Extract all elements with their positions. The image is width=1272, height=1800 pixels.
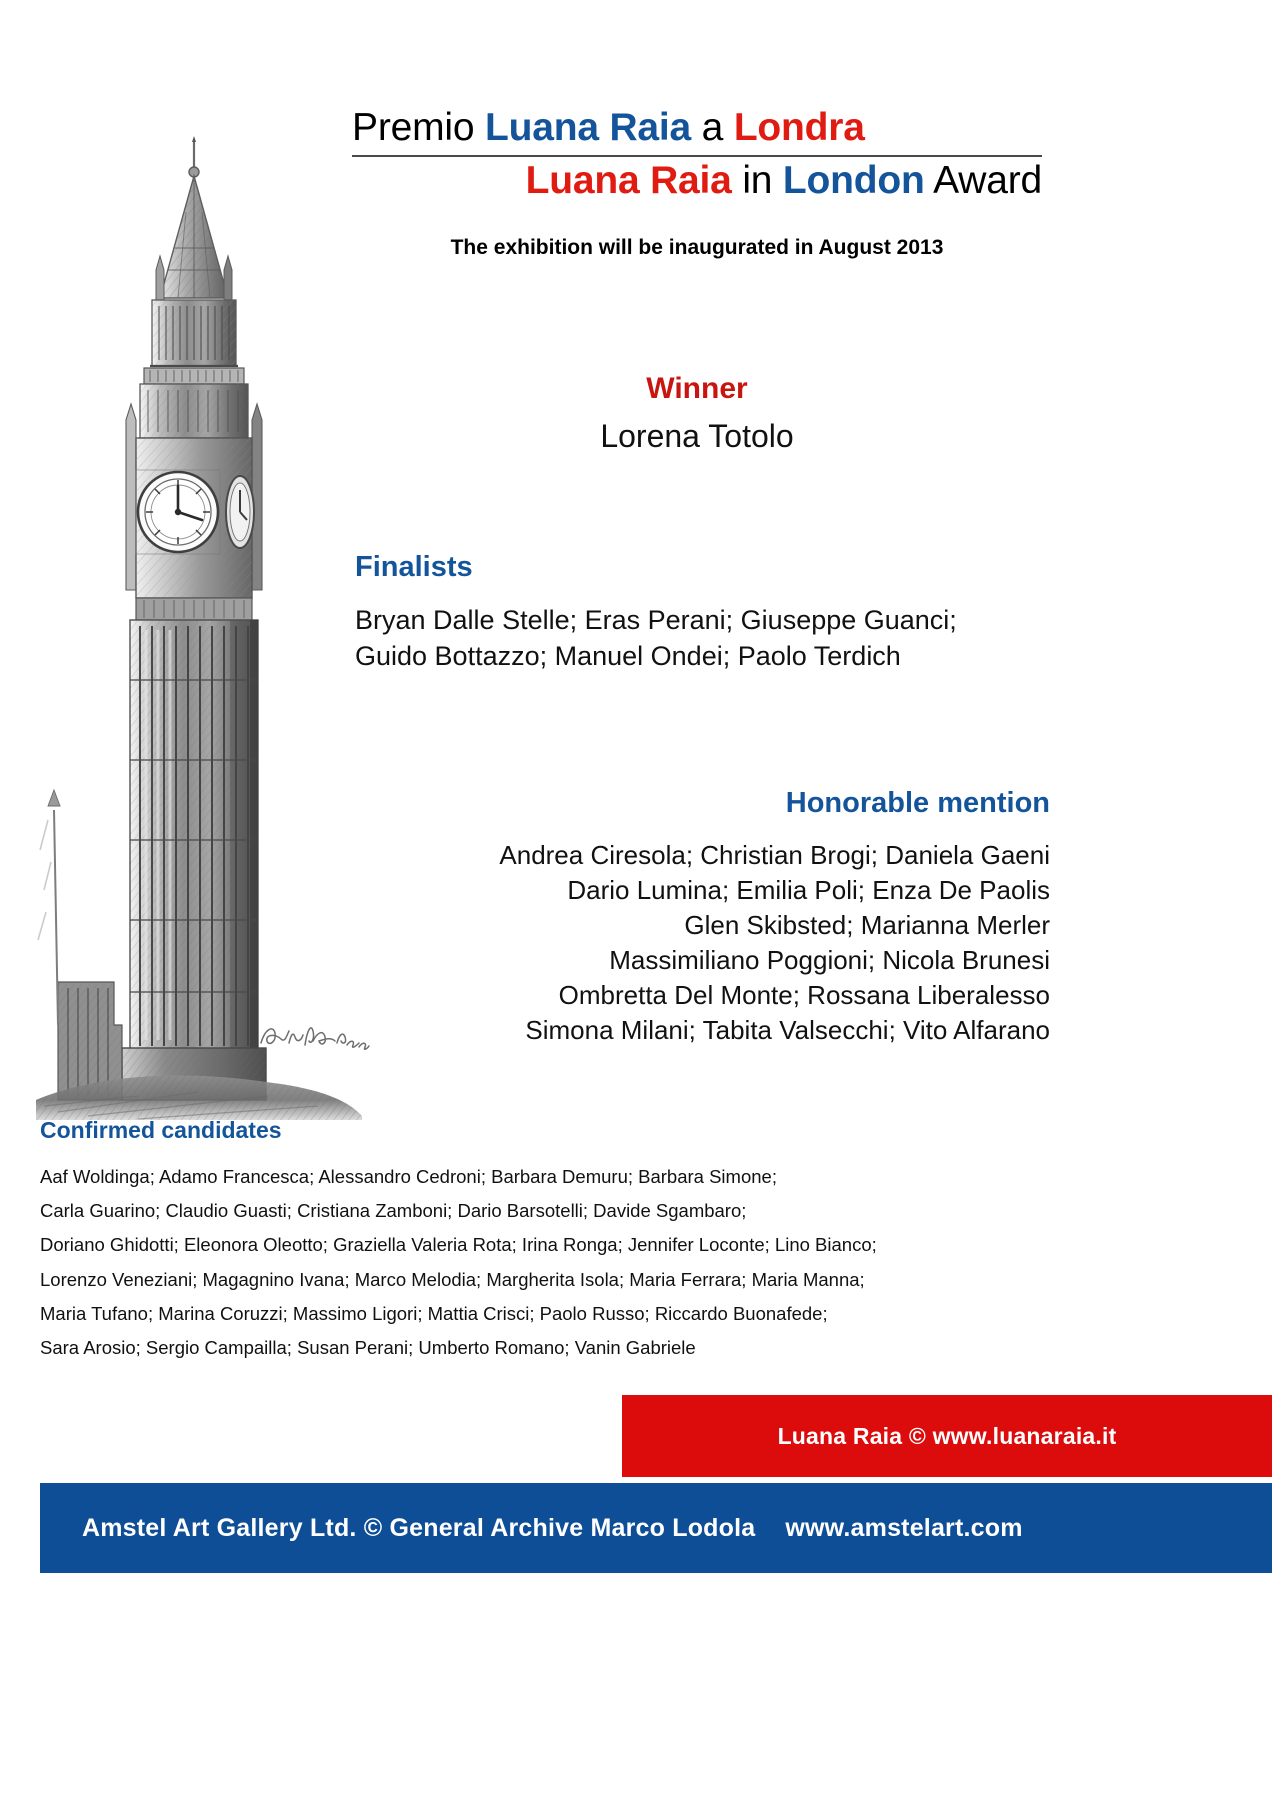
honorable-mention-list bbox=[352, 838, 1050, 1048]
artist-credit-text[interactable]: Luana Raia © www.luanaraia.it bbox=[777, 1422, 1117, 1449]
honorable-mention-line: Glen Skibsted; Marianna Merler bbox=[684, 909, 1050, 940]
artist-credit-banner bbox=[622, 1395, 1272, 1477]
gallery-website-link[interactable]: www.amstelart.com bbox=[785, 1513, 1023, 1542]
finalists-line: Guido Bottazzo; Manuel Ondei; Paolo Terdich bbox=[355, 640, 901, 671]
confirmed-candidates-line: Sara Arosio; Sergio Campailla; Susan Perani; Umberto Romano; Vanin Gabriele bbox=[40, 1337, 696, 1359]
title-word-in: in bbox=[731, 158, 783, 202]
confirmed-candidates-heading: Confirmed candidates bbox=[40, 1117, 282, 1143]
honorable-mention-line: Andrea Ciresola; Christian Brogi; Daniela Gaeni bbox=[499, 840, 1050, 870]
title-divider-rule bbox=[352, 155, 1042, 157]
confirmed-candidates-list bbox=[40, 1160, 1255, 1365]
gallery-credit-banner bbox=[40, 1483, 1272, 1573]
exhibition-subtitle: The exhibition will be inaugurated in August 2013 bbox=[450, 236, 944, 259]
finalists-heading: Finalists bbox=[355, 551, 473, 583]
confirmed-candidates-line: Lorenzo Veneziani; Magagnino Ivana; Marco Melodia; Margherita Isola; Maria Ferrara; Maria Manna; bbox=[40, 1268, 865, 1290]
title-word-award: Award bbox=[924, 158, 1042, 202]
finalists-line: Bryan Dalle Stelle; Eras Perani; Giuseppe Guanci; bbox=[355, 605, 957, 635]
big-ben-illustration bbox=[18, 120, 378, 1120]
title-word-london: London bbox=[782, 158, 925, 202]
title-word-a: a bbox=[691, 106, 734, 149]
winner-name: Lorena Totolo bbox=[600, 418, 794, 454]
finalists-list bbox=[355, 603, 1055, 674]
honorable-mention-line: Massimiliano Poggioni; Nicola Brunesi bbox=[609, 944, 1050, 975]
gallery-credit-text: Amstel Art Gallery Ltd. © General Archive Marco Lodola bbox=[82, 1513, 756, 1542]
title-word-luana-raia-red: Luana Raia bbox=[525, 158, 732, 202]
title-word-premio: Premio bbox=[352, 106, 485, 149]
honorable-mention-heading: Honorable mention bbox=[785, 787, 1050, 819]
honorable-mention-line: Dario Lumina; Emilia Poli; Enza De Paolis bbox=[567, 874, 1050, 905]
title-word-luana-raia-blue: Luana Raia bbox=[484, 106, 692, 149]
confirmed-candidates-line: Doriano Ghidotti; Eleonora Oleotto; Graziella Valeria Rota; Irina Ronga; Jennifer Loconte; Lino Bianco; bbox=[40, 1234, 877, 1256]
poster-title bbox=[352, 108, 1042, 202]
title-line-italian bbox=[352, 108, 1042, 149]
honorable-mention-line: Ombretta Del Monte; Rossana Liberalesso bbox=[558, 979, 1050, 1010]
title-line-english bbox=[352, 158, 1042, 202]
confirmed-candidates-line: Maria Tufano; Marina Coruzzi; Massimo Ligori; Mattia Crisci; Paolo Russo; Riccardo Buonafede; bbox=[40, 1302, 828, 1324]
honorable-mention-line: Simona Milani; Tabita Valsecchi; Vito Alfarano bbox=[525, 1014, 1050, 1045]
confirmed-candidates-line: Carla Guarino; Claudio Guasti; Cristiana Zamboni; Dario Barsotelli; Davide Sgambaro; bbox=[40, 1200, 747, 1222]
confirmed-candidates-line: Aaf Woldinga; Adamo Francesca; Alessandro Cedroni; Barbara Demuru; Barbara Simone; bbox=[40, 1166, 777, 1187]
title-word-londra: Londra bbox=[733, 106, 865, 149]
winner-heading: Winner bbox=[646, 372, 748, 405]
